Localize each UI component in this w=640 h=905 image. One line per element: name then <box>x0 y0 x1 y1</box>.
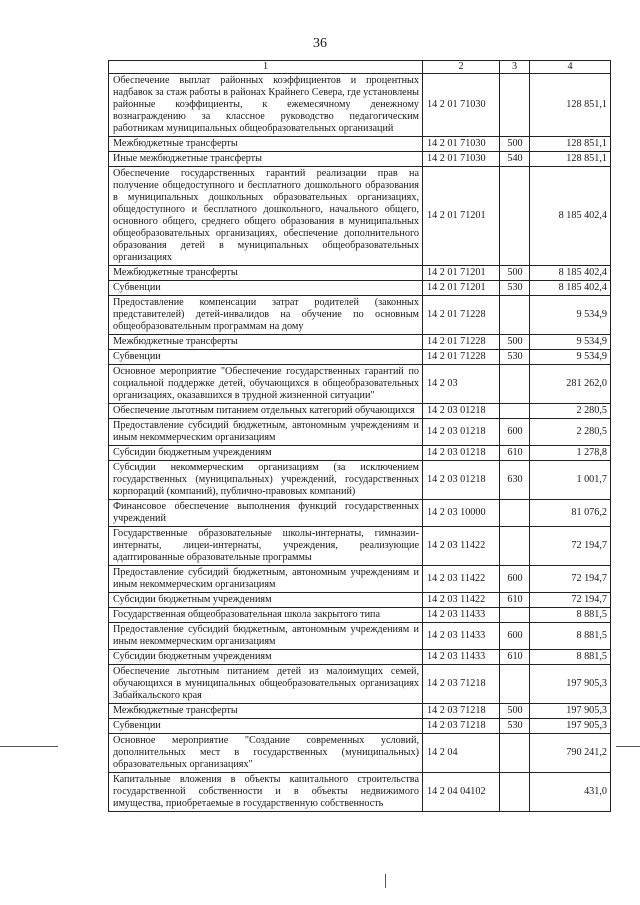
table-row <box>109 446 611 461</box>
row-code: 14 2 03 11422 <box>423 566 500 593</box>
row-sum: 8 185 402,4 <box>530 167 611 266</box>
row-code: 14 2 01 71228 <box>423 335 500 350</box>
row-type <box>500 527 530 566</box>
row-name: Обеспечение льготным питанием отдельных категорий обучающихся <box>109 404 423 419</box>
row-sum: 1 278,8 <box>530 446 611 461</box>
table-row <box>109 419 611 446</box>
row-type: 500 <box>500 335 530 350</box>
table-row <box>109 650 611 665</box>
header-col-3: 3 <box>500 61 530 74</box>
row-name: Обеспечение государственных гарантий реализации прав на получение общедоступного и бесплатного дошкольного образования в муниципальных дошкольных образовательных организациях, общедоступного и бесплатного дошкольного, начального общего, основного общего, среднего общего образования в муниципальных общеобразовательных организациях, обеспечение дополнительного образования детей в муниципальных общеобразовательных организациях <box>109 167 423 266</box>
row-code: 14 2 03 01218 <box>423 419 500 446</box>
row-code: 14 2 04 <box>423 734 500 773</box>
row-code: 14 2 03 11433 <box>423 623 500 650</box>
row-code: 14 2 03 11433 <box>423 608 500 623</box>
row-type: 600 <box>500 566 530 593</box>
row-sum: 431,0 <box>530 773 611 812</box>
row-name: Государственная общеобразовательная школа закрытого типа <box>109 608 423 623</box>
row-type <box>500 734 530 773</box>
table-row <box>109 665 611 704</box>
table-row <box>109 734 611 773</box>
budget-table <box>108 60 611 812</box>
row-name: Предоставление субсидий бюджетным, автономным учреждениям и иным некоммерческим организациям <box>109 623 423 650</box>
row-code: 14 2 01 71201 <box>423 266 500 281</box>
row-name: Основное мероприятие "Создание современных условий, дополнительных мест в государственных (муниципальных) образовательных организациях" <box>109 734 423 773</box>
row-type: 600 <box>500 419 530 446</box>
row-code: 14 2 01 71201 <box>423 281 500 296</box>
row-sum: 9 534,9 <box>530 350 611 365</box>
row-type: 500 <box>500 704 530 719</box>
row-code: 14 2 03 01218 <box>423 446 500 461</box>
table-row <box>109 608 611 623</box>
row-name: Государственные образовательные школы-интернаты, гимназии-интернаты, лицеи-интернаты, учреждения, реализующие адаптированные образовательные программы <box>109 527 423 566</box>
row-type: 500 <box>500 137 530 152</box>
row-type <box>500 404 530 419</box>
page-number: 36 <box>313 36 327 51</box>
row-code: 14 2 01 71201 <box>423 167 500 266</box>
row-name: Межбюджетные трансферты <box>109 335 423 350</box>
row-name: Субсидии бюджетным учреждениям <box>109 446 423 461</box>
table-row <box>109 152 611 167</box>
row-name: Обеспечение льготным питанием детей из малоимущих семей, обучающихся в муниципальных общеобразовательных организациях Забайкальского края <box>109 665 423 704</box>
row-type: 600 <box>500 623 530 650</box>
header-col-1: 1 <box>109 61 423 74</box>
row-sum: 72 194,7 <box>530 593 611 608</box>
row-sum: 8 881,5 <box>530 623 611 650</box>
table-body <box>109 74 611 812</box>
row-name: Финансовое обеспечение выполнения функций государственных учреждений <box>109 500 423 527</box>
row-sum: 8 881,5 <box>530 608 611 623</box>
table-row <box>109 296 611 335</box>
row-name: Субсидии некоммерческим организациям (за исключением государственных (муниципальных) учреждений, государственных корпораций (компаний), публично-правовых компаний) <box>109 461 423 500</box>
row-type <box>500 365 530 404</box>
row-code: 14 2 03 11422 <box>423 527 500 566</box>
scan-artifact-line <box>0 746 58 747</box>
row-sum: 281 262,0 <box>530 365 611 404</box>
row-sum: 9 534,9 <box>530 335 611 350</box>
table-row <box>109 365 611 404</box>
table-row <box>109 500 611 527</box>
row-sum: 81 076,2 <box>530 500 611 527</box>
row-name: Иные межбюджетные трансферты <box>109 152 423 167</box>
row-name: Капитальные вложения в объекты капитального строительства государственной собственности и в объекты недвижимого имущества, приобретаемые в государственную собственность <box>109 773 423 812</box>
row-code: 14 2 03 71218 <box>423 665 500 704</box>
table-row <box>109 335 611 350</box>
row-name: Предоставление субсидий бюджетным, автономным учреждениям и иным некоммерческим организациям <box>109 566 423 593</box>
row-code: 14 2 03 11422 <box>423 593 500 608</box>
row-code: 14 2 03 01218 <box>423 461 500 500</box>
row-code: 14 2 03 71218 <box>423 719 500 734</box>
table-row <box>109 461 611 500</box>
scan-artifact-line <box>616 746 640 747</box>
row-name: Субсидии бюджетным учреждениям <box>109 650 423 665</box>
row-name: Субвенции <box>109 719 423 734</box>
row-name: Субвенции <box>109 350 423 365</box>
row-code: 14 2 03 71218 <box>423 704 500 719</box>
row-name: Межбюджетные трансферты <box>109 266 423 281</box>
row-sum: 197 905,3 <box>530 665 611 704</box>
row-name: Основное мероприятие "Обеспечение государственных гарантий по социальной поддержке детей, обучающихся в общеобразовательных организациях, оказавшихся в трудной жизненной ситуации" <box>109 365 423 404</box>
row-sum: 9 534,9 <box>530 296 611 335</box>
row-sum: 1 001,7 <box>530 461 611 500</box>
row-name: Субвенции <box>109 281 423 296</box>
row-type <box>500 773 530 812</box>
row-sum: 128 851,1 <box>530 74 611 137</box>
row-sum: 72 194,7 <box>530 566 611 593</box>
header-col-2: 2 <box>423 61 500 74</box>
row-sum: 128 851,1 <box>530 152 611 167</box>
table-row <box>109 623 611 650</box>
row-sum: 2 280,5 <box>530 419 611 446</box>
row-sum: 790 241,2 <box>530 734 611 773</box>
row-name: Межбюджетные трансферты <box>109 137 423 152</box>
table-row <box>109 266 611 281</box>
row-type <box>500 608 530 623</box>
row-type: 630 <box>500 461 530 500</box>
row-type: 530 <box>500 281 530 296</box>
row-code: 14 2 01 71030 <box>423 152 500 167</box>
row-type <box>500 500 530 527</box>
row-type <box>500 167 530 266</box>
header-col-4: 4 <box>530 61 611 74</box>
row-name: Обеспечение выплат районных коэффициентов и процентных надбавок за стаж работы в районах Крайнего Севера, где установлены районные коэффициенты, к ежемесячному денежному вознаграждению за классное руководство педагогическим работникам муниципальных общеобразовательных организаций <box>109 74 423 137</box>
table-row <box>109 350 611 365</box>
row-code: 14 2 03 10000 <box>423 500 500 527</box>
row-name: Предоставление субсидий бюджетным, автономным учреждениям и иным некоммерческим организациям <box>109 419 423 446</box>
row-code: 14 2 01 71030 <box>423 74 500 137</box>
row-sum: 8 185 402,4 <box>530 266 611 281</box>
row-name: Межбюджетные трансферты <box>109 704 423 719</box>
row-code: 14 2 04 04102 <box>423 773 500 812</box>
row-type: 610 <box>500 446 530 461</box>
row-sum: 2 280,5 <box>530 404 611 419</box>
table-row <box>109 527 611 566</box>
table-row <box>109 773 611 812</box>
row-type: 610 <box>500 650 530 665</box>
row-code: 14 2 01 71228 <box>423 350 500 365</box>
row-type: 530 <box>500 350 530 365</box>
row-sum: 197 905,3 <box>530 719 611 734</box>
row-sum: 8 185 402,4 <box>530 281 611 296</box>
row-code: 14 2 01 71228 <box>423 296 500 335</box>
row-sum: 72 194,7 <box>530 527 611 566</box>
table-row <box>109 74 611 137</box>
table-row <box>109 719 611 734</box>
table-row <box>109 566 611 593</box>
row-code: 14 2 01 71030 <box>423 137 500 152</box>
row-type: 530 <box>500 719 530 734</box>
row-name: Предоставление компенсации затрат родителей (законных представителей) детей-инвалидов на обучение по основным общеобразовательным программам на дому <box>109 296 423 335</box>
row-type: 500 <box>500 266 530 281</box>
table-header-row <box>109 61 611 74</box>
table-row <box>109 704 611 719</box>
row-sum: 197 905,3 <box>530 704 611 719</box>
row-code: 14 2 03 <box>423 365 500 404</box>
row-type <box>500 296 530 335</box>
table-row <box>109 404 611 419</box>
row-name: Субсидии бюджетным учреждениям <box>109 593 423 608</box>
scan-artifact-mark <box>385 874 386 888</box>
row-code: 14 2 03 01218 <box>423 404 500 419</box>
table-row <box>109 137 611 152</box>
table-row <box>109 593 611 608</box>
table-row <box>109 281 611 296</box>
row-type <box>500 665 530 704</box>
row-type: 610 <box>500 593 530 608</box>
row-code: 14 2 03 11433 <box>423 650 500 665</box>
row-sum: 128 851,1 <box>530 137 611 152</box>
row-type <box>500 74 530 137</box>
table-row <box>109 167 611 266</box>
row-sum: 8 881,5 <box>530 650 611 665</box>
row-type: 540 <box>500 152 530 167</box>
